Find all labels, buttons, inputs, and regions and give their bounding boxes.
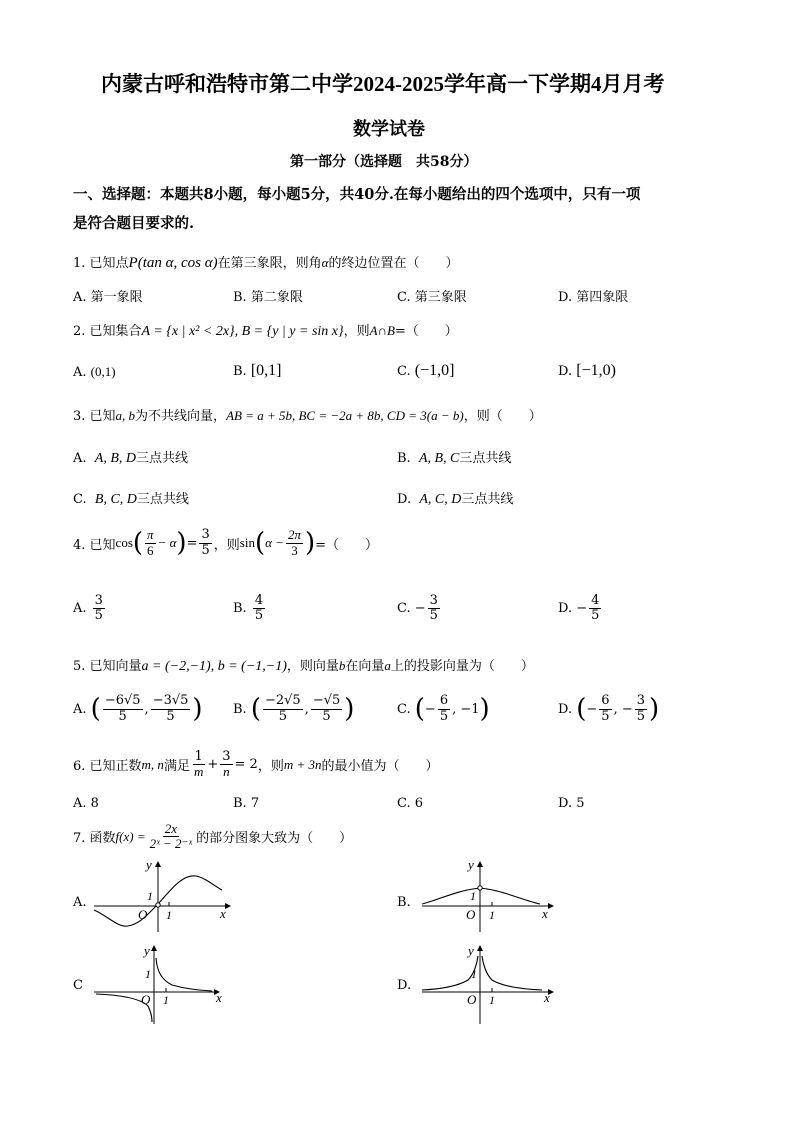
- graph-b-origin: O: [466, 907, 476, 922]
- graph-d-origin: O: [467, 992, 477, 1007]
- q1-option-a[interactable]: A. 第一象限: [73, 290, 143, 305]
- graph-d-y-label: y: [468, 943, 474, 958]
- q2-option-b-label: B.: [233, 364, 247, 379]
- q2-option-d[interactable]: [558, 362, 616, 380]
- q5-d-frac-2: $\frac{3}{5}$: [636, 693, 646, 724]
- graph-b-y-label: y: [468, 858, 474, 872]
- q4-option-b[interactable]: [233, 594, 267, 624]
- q4-option-d-label: D.: [558, 601, 573, 617]
- q4-option-c-sign: −: [414, 601, 426, 617]
- graph-d-x-label: x: [544, 990, 550, 1005]
- q7-frac: $\frac{2x}{\text{2ˣ − 2⁻ˣ}}$: [149, 821, 193, 852]
- graph-b-one-x: 1: [489, 908, 495, 922]
- q2-option-c[interactable]: [397, 362, 454, 380]
- q2-sets: A = {x | x² < 2x}, B = {y | y = sin x}: [141, 324, 344, 339]
- q5-option-c-label: C.: [397, 701, 411, 717]
- q4-option-d-sign: −: [576, 601, 588, 617]
- graph-b-y-arrow: [477, 861, 483, 867]
- q1-option-b[interactable]: B. 第二象限: [233, 290, 303, 305]
- q5-option-c[interactable]: [397, 694, 490, 724]
- q2-option-a-value: (0,1): [90, 364, 116, 379]
- q2-option-d-value: [−1,0): [576, 362, 616, 379]
- graph-c-origin: O: [141, 992, 151, 1007]
- graph-option-c[interactable]: [90, 942, 230, 1024]
- q3-option-a-label: A.: [73, 451, 87, 466]
- q5-b-paren-open: (: [250, 694, 261, 724]
- q6-frac-1-m: $\frac{1}{m}$: [193, 749, 204, 780]
- q3-option-b-label: B.: [397, 451, 411, 466]
- q3-text-c: ，则（ ）: [463, 409, 542, 424]
- question-2-stem: [73, 320, 458, 340]
- q4-option-d[interactable]: [558, 594, 603, 624]
- q7-option-b-label[interactable]: B.: [397, 895, 411, 910]
- section-instruction-line2: 是符合题目要求的.: [73, 215, 195, 232]
- q3-option-a[interactable]: [73, 447, 188, 467]
- q4-frac-pi-6: $\frac{\pi}{6}$: [147, 527, 154, 558]
- q7-text-a: 7. 函数: [73, 831, 116, 847]
- graph-a-one-y: 1: [147, 889, 153, 903]
- q6-text-c: ，则: [257, 759, 284, 775]
- q3-option-c[interactable]: [73, 488, 189, 508]
- q5-text-c: 在向量: [345, 659, 385, 674]
- q4-option-b-label: B.: [233, 601, 247, 617]
- q4-option-a-frac: $\frac{3}{5}$: [94, 593, 103, 624]
- q1-alpha: α: [321, 255, 329, 270]
- q2-text-a: 2. 已知集合: [73, 324, 142, 339]
- q6-option-c[interactable]: C. 6: [397, 796, 424, 811]
- graph-a-one-x: 1: [166, 908, 172, 922]
- question-4-stem: [73, 528, 378, 558]
- q4-frac-2pi-3: $\frac{2\pi}{3}$: [287, 527, 301, 558]
- q5-a-paren-close: ): [192, 694, 203, 724]
- q2-option-b-value: [0,1]: [250, 362, 282, 379]
- q2-option-a-label: A.: [73, 365, 87, 380]
- q4-option-a-label: A.: [73, 601, 87, 617]
- q4-sin: sin: [239, 535, 255, 550]
- graph-option-a[interactable]: [90, 858, 235, 933]
- q7-option-d-label[interactable]: D.: [397, 978, 412, 993]
- page-title: 内蒙古呼和浩特市第二中学2024-2025学年高一下学期4月月考: [101, 72, 665, 96]
- q6-plus: +: [207, 757, 219, 773]
- q6-text-a: 6. 已知正数: [73, 759, 142, 775]
- part-heading: 第一部分（选择题 共58分）: [290, 154, 478, 170]
- q6-equals-2: = 2: [234, 757, 258, 773]
- question-3-stem: [73, 405, 542, 424]
- q4-minus-alpha: − α: [157, 535, 177, 550]
- q3-option-b-text: 三点共线: [459, 451, 512, 466]
- q5-text-b: ，则向量: [286, 659, 339, 674]
- q1-option-d[interactable]: D. 第四象限: [558, 290, 629, 305]
- q4-option-a[interactable]: [73, 594, 107, 624]
- question-1-stem: [73, 252, 458, 272]
- q4-option-c-frac: $\frac{3}{5}$: [429, 593, 438, 624]
- q6-expr: m + 3n: [283, 756, 322, 772]
- graph-a-y-arrow: [155, 861, 161, 867]
- q5-a-paren-open: (: [90, 694, 101, 724]
- graph-option-b[interactable]: [418, 858, 563, 933]
- graph-a-origin: O: [138, 907, 148, 922]
- q3-option-d-text: 三点共线: [461, 492, 514, 507]
- q4-text-c: =（ ）: [315, 537, 379, 553]
- q5-a-frac-1: $\frac{-6√5}{5}$: [104, 693, 141, 724]
- q5-c-paren-open: (: [414, 694, 425, 724]
- q4-option-c[interactable]: [397, 594, 442, 624]
- q4-frac-3-5: $\frac{3}{5}$: [201, 527, 210, 558]
- q5-c-frac: $\frac{6}{5}$: [439, 693, 449, 724]
- q2-option-d-label: D.: [558, 364, 573, 379]
- q3-relations: AB = a + 5b, BC = −2a + 8b, CD = 3(a − b): [226, 408, 464, 423]
- q5-b-frac-2: $\frac{-√5}{5}$: [312, 693, 341, 724]
- graph-a-x-label: x: [220, 906, 226, 921]
- q4-text-b: ，则: [213, 537, 240, 553]
- graph-c-one-x: 1: [163, 993, 169, 1007]
- q4-text-a: 4. 已知: [73, 537, 116, 553]
- q3-option-d-label: D.: [397, 492, 412, 507]
- graph-d-curve-right: [482, 956, 542, 990]
- graph-d-one-x: 1: [489, 993, 495, 1007]
- q7-text-b: 的部分图象大致为（ ）: [196, 831, 353, 847]
- question-6-stem: [73, 750, 439, 780]
- q6-mn: m, n: [141, 756, 164, 772]
- graph-a-hole: [156, 903, 160, 907]
- q6-option-d[interactable]: D. 5: [558, 796, 585, 811]
- q4-equals: =: [186, 535, 198, 551]
- q5-text-a: 5. 已知向量: [73, 659, 142, 674]
- graph-c-curve-right: [156, 958, 212, 991]
- q5-b: b: [338, 658, 346, 673]
- q4-paren-open-2: (: [254, 528, 266, 558]
- graph-d-curve-left: [422, 956, 478, 990]
- q4-paren-open-1: (: [132, 528, 144, 558]
- q7-fx: f(x) =: [115, 828, 146, 844]
- q4-alpha-minus: α −: [265, 535, 284, 550]
- graph-d-y-arrow: [477, 945, 483, 951]
- q5-option-b-label: B.: [233, 701, 247, 717]
- q5-text-d: 上的投影向量为（ ）: [390, 659, 534, 674]
- q5-d-paren-close: ): [649, 694, 660, 724]
- q3-option-b[interactable]: [397, 447, 511, 467]
- q3-text-a: 3. 已知: [73, 409, 116, 424]
- q6-option-b[interactable]: B. 7: [233, 796, 260, 811]
- q5-d-frac-1: $\frac{6}{5}$: [601, 693, 610, 724]
- q5-a-frac-2: $\frac{-3√5}{5}$: [152, 693, 189, 724]
- q5-option-a-label: A.: [73, 701, 87, 717]
- q7-option-a-label[interactable]: A.: [73, 895, 87, 910]
- q4-option-d-frac: $\frac{4}{5}$: [591, 593, 600, 624]
- q2-text-c: =（ ）: [394, 324, 458, 339]
- q5-option-a[interactable]: A. ( $\frac{-6√5}{5}$ , $\frac{-3√5}{5}$ ): [73, 693, 203, 724]
- q5-d-paren-open: (: [576, 694, 587, 724]
- section-instruction-line1: 一、选择题：本题共8小题，每小题5分，共40分.在每小题给出的四个选项中，只有一项: [73, 186, 641, 203]
- q2-option-c-label: C.: [397, 364, 411, 379]
- q1-option-c[interactable]: C. 第三象限: [397, 290, 467, 305]
- q6-option-a[interactable]: A. 8: [73, 796, 99, 811]
- q5-a: a: [384, 658, 391, 673]
- q5-d-sign-1: −: [586, 701, 598, 717]
- q5-option-d-label: D.: [558, 701, 573, 717]
- graph-a-x-arrow: [225, 903, 231, 909]
- q2-option-a[interactable]: [73, 364, 116, 380]
- q1-text-c: 的终边位置在（ ）: [328, 256, 459, 271]
- question-7-stem: [73, 822, 352, 852]
- q5-option-b[interactable]: B. ( $\frac{-2√5}{5}$ , $\frac{-√5}{5}$ ): [233, 693, 355, 724]
- graph-a-y-label: y: [146, 858, 152, 872]
- q3-text-b: 为不共线向量，: [135, 409, 227, 424]
- q4-option-c-label: C.: [397, 601, 411, 617]
- q6-text-b: 满足: [163, 759, 190, 775]
- q5-d-sign-2: , −: [613, 701, 633, 717]
- q2-option-b[interactable]: [233, 362, 281, 380]
- q1-text-b: 在第三象限，则角: [217, 256, 322, 271]
- graph-c-one-y: 1: [145, 967, 151, 981]
- q5-option-d[interactable]: [558, 694, 659, 724]
- graph-d-one-y: 1: [471, 967, 477, 981]
- graph-c-x-label: x: [216, 990, 222, 1005]
- graph-b-one-y: 1: [470, 889, 476, 903]
- q4-option-b-frac: $\frac{4}{5}$: [254, 593, 264, 624]
- q5-c-second: , −1: [452, 701, 480, 717]
- q2-intersection: A∩B: [369, 323, 395, 338]
- q5-c-sign: −: [424, 701, 436, 717]
- graph-b-x-label: x: [542, 906, 548, 921]
- graph-option-d[interactable]: [418, 942, 563, 1024]
- q5-c-paren-close: ): [479, 694, 490, 724]
- q3-option-d[interactable]: [397, 488, 513, 508]
- graph-b-hole: [478, 886, 482, 890]
- q3-option-a-points: A, B, D: [94, 451, 137, 466]
- q4-paren-close-1: ): [176, 528, 187, 558]
- q4-cos: cos: [115, 535, 133, 550]
- q6-text-d: 的最小值为（ ）: [321, 759, 439, 775]
- q5-b-paren-close: ): [344, 694, 355, 724]
- q1-point: P(tan α, cos α): [128, 255, 218, 271]
- q3-vectors: a, b: [115, 408, 136, 423]
- graph-b-x-arrow: [548, 903, 554, 909]
- q2-text-b: ，则: [343, 324, 370, 339]
- q6-frac-3-n: $\frac{3}{n}$: [222, 749, 231, 780]
- q3-option-a-text: 三点共线: [136, 451, 189, 466]
- q3-option-c-text: 三点共线: [136, 492, 189, 507]
- q2-option-c-value: (−1,0]: [414, 362, 455, 379]
- q1-text-a: 1. 已知点: [73, 256, 129, 271]
- q7-option-c-label[interactable]: C: [73, 978, 83, 993]
- q5-vectors: a = (−2,−1), b = (−1,−1): [141, 659, 287, 674]
- q3-option-c-label: C.: [73, 492, 87, 507]
- q3-option-c-points: B, C, D: [94, 492, 137, 507]
- page-subtitle: 数学试卷: [353, 119, 425, 140]
- q3-option-d-points: A, C, D: [419, 492, 462, 507]
- graph-c-y-label: y: [144, 943, 150, 958]
- q4-paren-close-2: ): [304, 528, 316, 558]
- q3-option-b-points: A, B, C: [418, 451, 460, 466]
- graph-c-y-arrow: [151, 945, 157, 951]
- q5-b-frac-1: $\frac{-2√5}{5}$: [264, 693, 301, 724]
- question-5-stem: [73, 655, 534, 675]
